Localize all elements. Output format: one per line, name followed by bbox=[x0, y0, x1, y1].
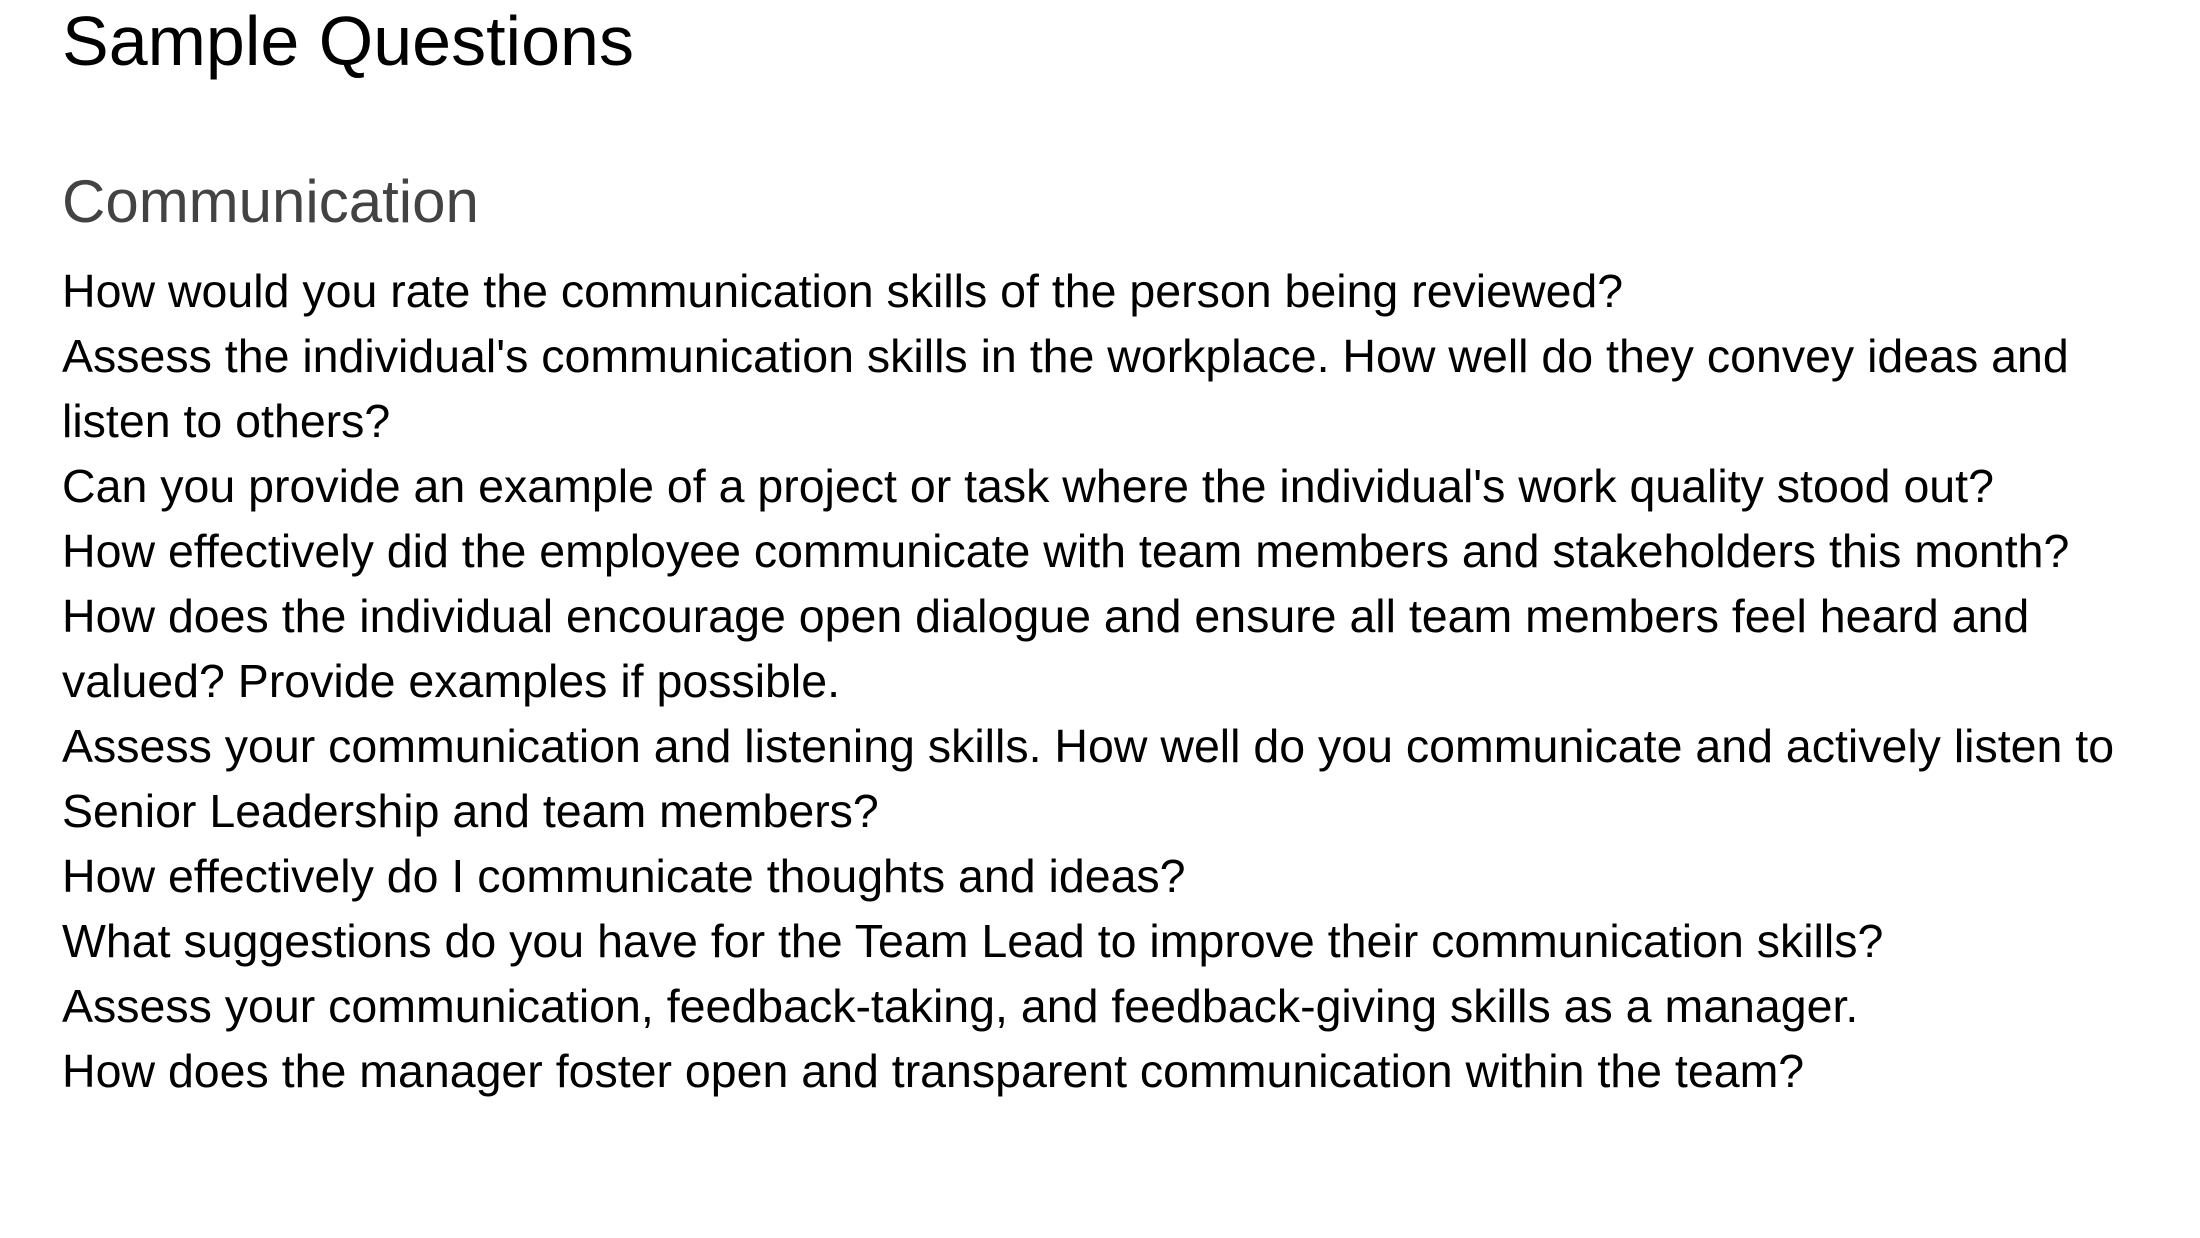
question-item: What suggestions do you have for the Team Lead to improve their communication skills? bbox=[62, 915, 1884, 967]
section-heading-communication: Communication bbox=[62, 168, 479, 235]
question-item: How effectively do I communicate thoughts and ideas? bbox=[62, 850, 1186, 902]
question-item: Assess your communication, feedback-taking, and feedback-giving skills as a manager. bbox=[62, 980, 1859, 1032]
question-item: How would you rate the communication skills of the person being reviewed? bbox=[62, 265, 1624, 317]
question-list bbox=[62, 259, 2172, 1104]
question-item: How does the manager foster open and transparent communication within the team? bbox=[62, 1045, 1805, 1097]
question-item: Assess your communication and listening skills. How well do you communicate and actively listen to Senior Leadership and team members? bbox=[62, 720, 2115, 837]
page-title: Sample Questions bbox=[62, 2, 634, 80]
question-item: Assess the individual's communication skills in the workplace. How well do they convey ideas and listen to others? bbox=[62, 330, 2069, 447]
question-item: How does the individual encourage open dialogue and ensure all team members feel heard and valued? Provide examples if possible. bbox=[62, 590, 2030, 707]
question-item: How effectively did the employee communicate with team members and stakeholders this month? bbox=[62, 525, 2070, 577]
question-item: Can you provide an example of a project or task where the individual's work quality stood out? bbox=[62, 460, 1994, 512]
